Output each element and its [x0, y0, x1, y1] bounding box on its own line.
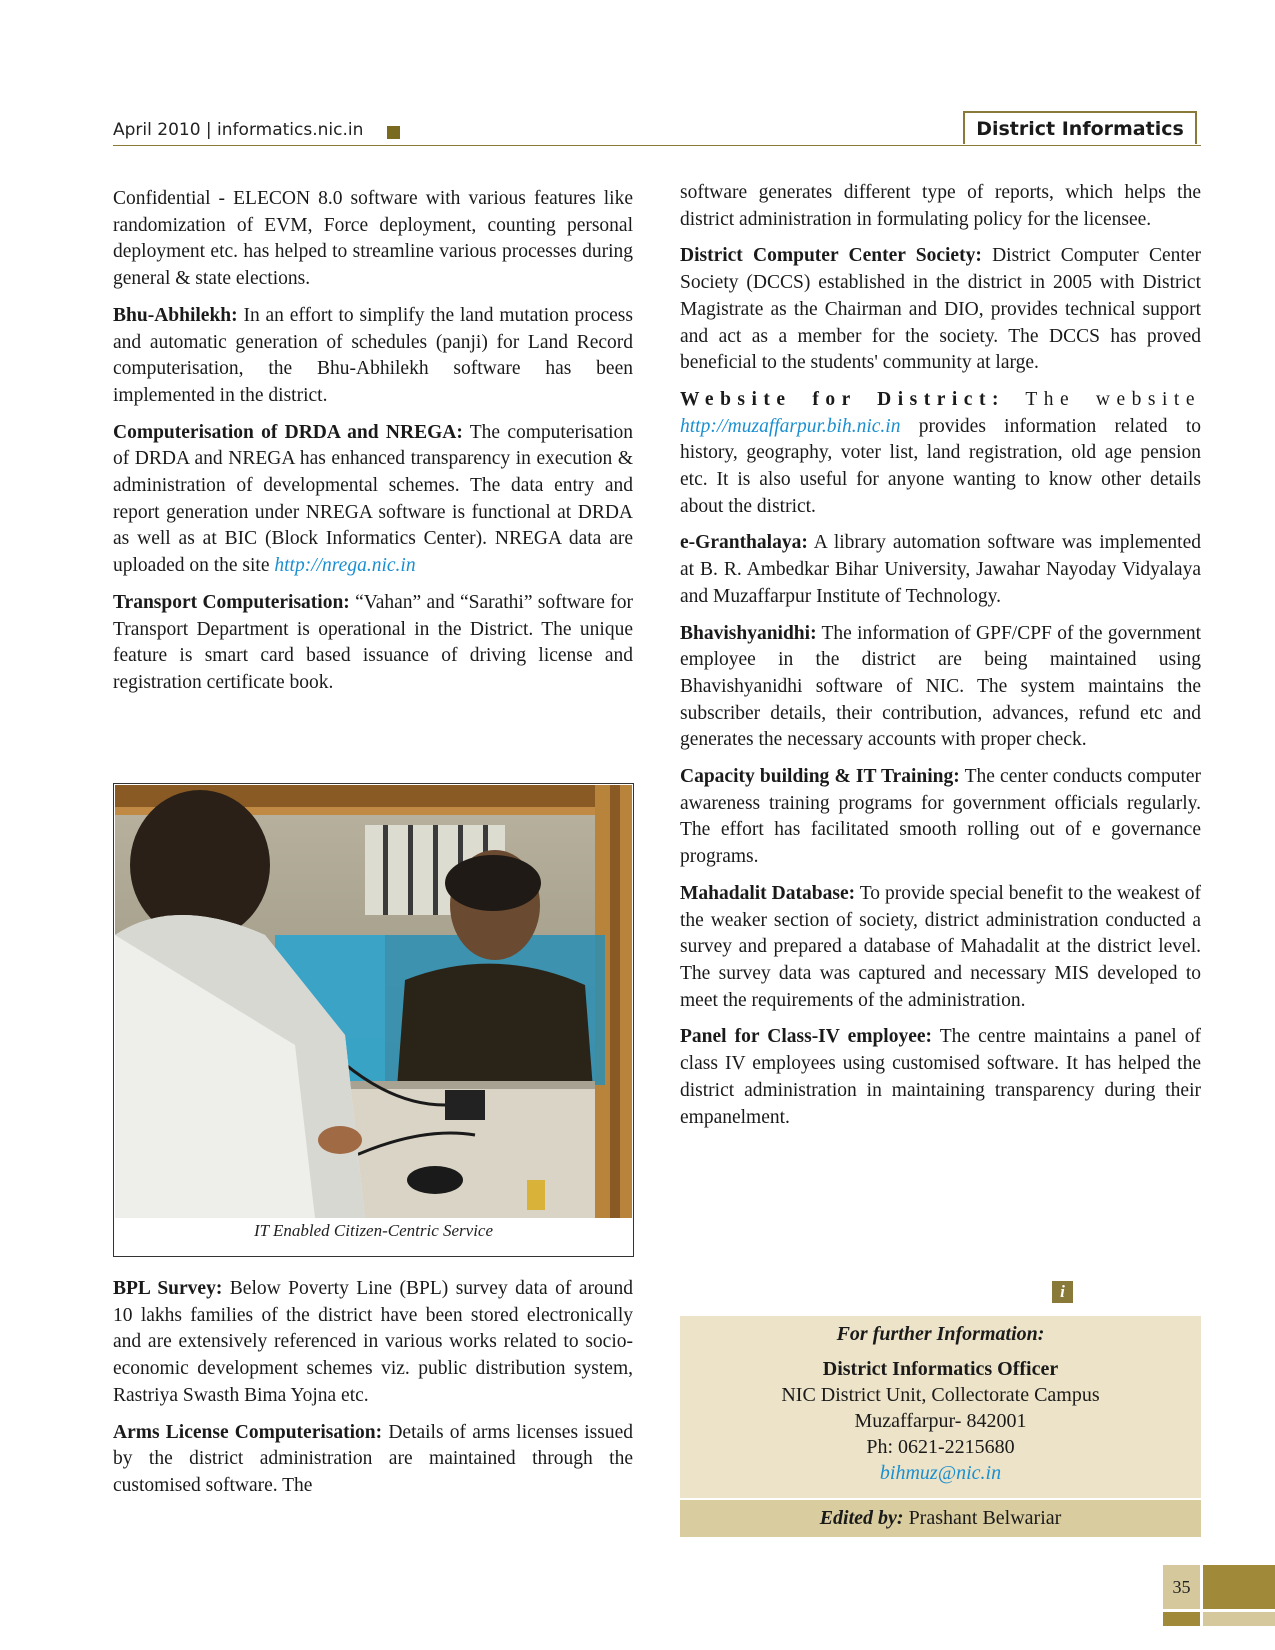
paragraph-reports: software generates different type of reports, which helps the district administration in formulating policy for the licensee.: [680, 182, 1201, 230]
photo-caption: IT Enabled Citizen-Centric Service: [253, 1221, 494, 1240]
heading-bhu-abhilekh: Bhu-Abhilekh:: [113, 304, 238, 326]
paragraph-e-granthalaya: e-Granthalaya: A library automation software was implemented at B. R. Ambedkar Bihar University, Jawahar Nayoday Vidyalaya and Muzaffarpur Institute of Technology.: [680, 532, 1201, 607]
heading-capacity-building: Capacity building & IT Training:: [680, 766, 960, 788]
address-line-2: Muzaffarpur- 842001: [854, 1410, 1027, 1432]
contact-info-box: [680, 1316, 1201, 1498]
paragraph-bpl-survey: BPL Survey: Below Poverty Line (BPL) survey data of around 10 lakhs families of the district have been stored electronically and are extensively referenced in various works related to socio-economic development schemes viz. public distribution system, Rastriya Swasth Bima Yojna etc.: [113, 1278, 633, 1406]
nrega-link[interactable]: http://nrega.nic.in: [274, 555, 416, 577]
footer-decor-strip-left: [1163, 1612, 1200, 1626]
editor-name: Prashant Belwariar: [903, 1507, 1062, 1529]
left-column-top: [113, 186, 633, 707]
edited-by-bar: [680, 1500, 1201, 1537]
heading-website: Website for District:: [680, 388, 1005, 410]
heading-drda-nrega: Computerisation of DRDA and NREGA:: [113, 421, 463, 443]
edited-by-label: Edited by:: [819, 1507, 904, 1529]
heading-e-granthalaya: e-Granthalaya:: [680, 532, 808, 554]
district-website-link[interactable]: http://muzaffarpur.bih.nic.in: [680, 415, 901, 437]
paragraph-drda-nrega: Computerisation of DRDA and NREGA: The computerisation of DRDA and NREGA has enhanced transparency in execution & administration of developmental schemes. The data entry and report generation under NREGA software is functional at DRDA as well as at BIC (Block Informatics Center). NREGA data are uploaded on the site http://nrega.nic.in: [113, 421, 633, 577]
paragraph-bhu-abhilekh: Bhu-Abhilekh: In an effort to simplify the land mutation process and automatic generation of schedules (panji) for Land Record computerisation, the Bhu-Abhilekh software has been implemented in the district.: [113, 304, 633, 406]
header-square-icon: [387, 126, 400, 139]
footer-decor-block: [1203, 1565, 1275, 1609]
email-link[interactable]: bihmuz@nic.in: [879, 1462, 1002, 1484]
paragraph-mahadalit: Mahadalit Database: To provide special benefit to the weakest of the weaker section of society, district administration conducted a survey and prepared a database of Mahadalit at the district level. The survey data was captured and necessary MIS developed to meet the requirements of the administration.: [680, 882, 1201, 1011]
paragraph-dccs: District Computer Center Society: District Computer Center Society (DCCS) established in the district in 2005 with District Magistrate as the Chairman and DIO, provides technical support and act as a member for the society. The DCCS has proved beneficial to the students' community at large.: [680, 245, 1201, 374]
phone-number: Ph: 0621-2215680: [866, 1436, 1015, 1458]
section-title: District Informatics: [963, 111, 1197, 144]
header-rule: [113, 145, 1201, 146]
paragraph-elecon: Confidential - ELECON 8.0 software with various features like randomization of EVM, Force deployment, counting personal deployment etc. has helped to streamline various processes during general & state elections.: [113, 188, 633, 290]
footer-decor-strip-right: [1203, 1612, 1275, 1626]
address-line-1: NIC District Unit, Collectorate Campus: [781, 1384, 1100, 1406]
paragraph-website: Website for District: The website http://muzaffarpur.bih.nic.in provides information related to history, geography, voter list, land registration, old age pension etc. It is also useful for anyone wanting to know other details about the district.: [680, 388, 1201, 517]
paragraph-arms-license: Arms License Computerisation: Details of arms licenses issued by the district administration are maintained through the customised software. The: [113, 1421, 633, 1496]
page-number: 35: [1163, 1565, 1200, 1609]
heading-transport: Transport Computerisation:: [113, 591, 350, 613]
paragraph-class-iv-panel: Panel for Class-IV employee: The centre maintains a panel of class IV employees using customised software. It has helped the district administration in maintaining transparency during their empanelment.: [680, 1026, 1201, 1128]
header-issue-info: April 2010 | informatics.nic.in: [113, 120, 364, 140]
citizen-service-photo: [115, 785, 632, 1218]
officer-title: District Informatics Officer: [822, 1358, 1059, 1380]
heading-bpl-survey: BPL Survey:: [113, 1278, 223, 1299]
right-column: [680, 180, 1201, 1141]
heading-mahadalit: Mahadalit Database:: [680, 882, 856, 904]
heading-arms-license: Arms License Computerisation:: [113, 1421, 383, 1443]
heading-bhavishyanidhi: Bhavishyanidhi:: [680, 622, 817, 644]
left-column-bottom: [113, 1276, 633, 1510]
paragraph-capacity-building: Capacity building & IT Training: The center conducts computer awareness training programs for government officials regularly. The effort has facilitated smooth rolling out of e governance programs.: [680, 766, 1202, 868]
heading-class-iv-panel: Panel for Class-IV employee:: [680, 1026, 933, 1048]
heading-dccs: District Computer Center Society:: [680, 245, 982, 267]
photo-figure: [113, 783, 634, 1257]
paragraph-transport: Transport Computerisation: “Vahan” and “Sarathi” software for Transport Department is operational in the District. The unique feature is smart card based issuance of driving license and registration certificate book.: [113, 591, 633, 693]
info-end-icon: i: [1052, 1281, 1073, 1303]
info-heading: For further Information:: [836, 1323, 1045, 1345]
paragraph-bhavishyanidhi: Bhavishyanidhi: The information of GPF/CPF of the government employee in the district are being maintained using Bhavishyanidhi software of NIC. The system maintains the subscriber details, their contribution, advances, refund etc and generates the necessary accounts with proper check.: [680, 622, 1201, 751]
